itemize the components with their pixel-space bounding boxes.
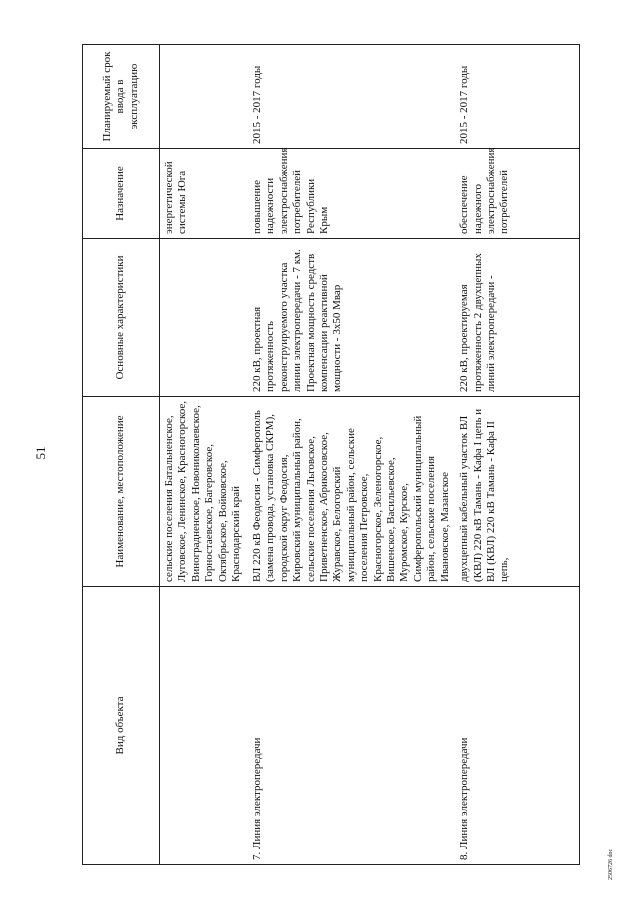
table-row [160,45,249,865]
table-row [455,45,580,865]
cell-term: 2015 - 2017 годы [248,45,455,149]
page-number: 51 [33,446,48,460]
table-row [248,45,455,865]
header-specs: Основные характеристики [83,239,160,397]
cell-name: сельские поселения Батальненское, Луговское, Ленинское, Красногорское, Виноградненское, Новониколаевское, Горностаевское, Багеровское, Октябрьское, Войковское, Краснодарский край [160,397,249,587]
cell-purpose: энергетической системы Юга [160,149,249,239]
cell-type: 7. Линия электропередачи [248,587,455,865]
table-header-row [83,45,160,865]
cell-term [160,45,249,149]
header-name: Наименование, местоположение [83,397,160,587]
header-purpose: Назначение [83,149,160,239]
objects-table [82,44,580,865]
header-type: Вид объекта [83,587,160,865]
cell-specs: 220 кВ, проектная протяженность реконструируемого участка линии электропередачи - 7 км. Проектная мощность средств компенсации реактивной мощности - 3x50 Мвар [248,239,455,397]
cell-name: двухцепный кабельный участок ВЛ (КВЛ) 220 кВ Тамань - Кафа I цепь и ВЛ (КВЛ) 220 кВ Тамань - Кафа II цепь, [455,397,580,587]
cell-type: 8. Линия электропередачи [455,587,580,865]
cell-purpose: обеспечение надежного электроснабжения потребителей [455,149,580,239]
rotated-table-container [82,45,522,865]
cell-specs: 220 кВ, проектируемая протяженность 2 двухцепных линий электропередачи - [455,239,580,397]
cell-type [160,587,249,865]
cell-term: 2015 - 2017 годы [455,45,580,149]
cell-name: ВЛ 220 кВ Феодосия - Симферополь (замена провода, установка СКРМ), городской округ Феодосия, Кировский муниципальный район, сельские поселения Льговское, Приветненское, Абрикосовское, Журавское, Белогорский муниципальный район, сельские поселения Петровское, Красногорское, Зеленогорское, Вишенское, Васильевское, Муромское, Курское, Симферопольский муниципальный район, сельские поселения Ивановское, Мазанское [248,397,455,587]
header-term: Планируемый срок ввода в эксплуатацию [83,45,160,149]
cell-purpose: повышение надежности электроснабжения потребителей Республики Крым [248,149,455,239]
footer-code: 2506726 doc [608,848,614,880]
cell-specs [160,239,249,397]
